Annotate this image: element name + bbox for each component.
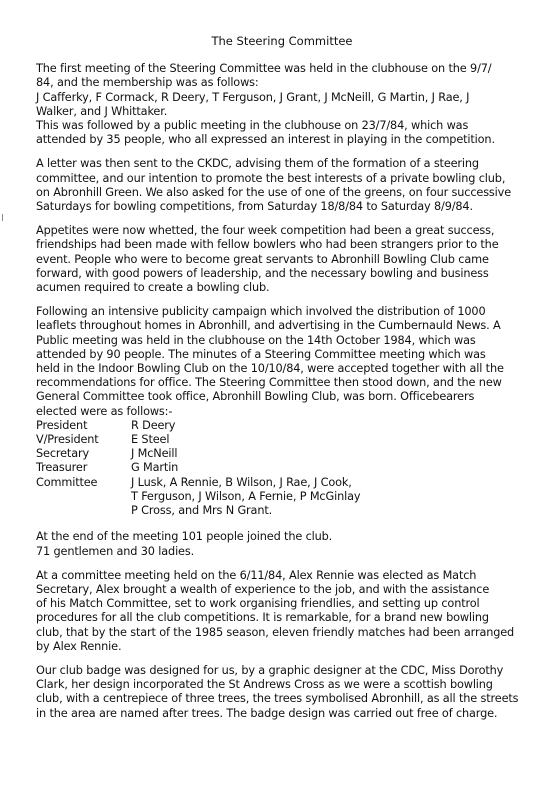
officer-row [36, 490, 528, 504]
text-line: Our club badge was designed for us, by a graphic designer at the CDC, Miss Dorothy [36, 663, 504, 677]
paragraph-ckdc-letter [36, 157, 528, 214]
text-line: leaflets throughout homes in Abronhill, and advertising in the Cumbernauld News. A [36, 319, 501, 333]
text-line: procedures for all the club competitions. It is remarkable, for a brand new bowling [36, 611, 489, 625]
officer-row [36, 504, 528, 518]
paragraph-appetites [36, 224, 528, 295]
text-line: Appetites were now whetted, the four week competition had been a great success, [36, 224, 495, 238]
text-line: Public meeting was held in the clubhouse on the 14th October 1984, which was [36, 333, 476, 347]
text-line: club, that by the start of the 1985 season, eleven friendly matches had been arranged [36, 625, 515, 639]
officer-row [36, 433, 528, 447]
text-line: 84, and the membership was as follows: [36, 76, 259, 90]
officer-name: J Lusk, A Rennie, B Wilson, J Rae, J Cook, [131, 475, 352, 489]
officer-role: Committee [36, 475, 98, 489]
officer-name: J McNeill [131, 447, 178, 461]
text-line: forward, with good powers of leadership, and the necessary bowling and business [36, 266, 489, 280]
officer-role [36, 504, 131, 518]
officer-name: R Deery [131, 418, 176, 432]
officer-name: P Cross, and Mrs N Grant. [131, 504, 273, 518]
text-line: J Cafferky, F Cormack, R Deery, T Ferguson, J Grant, J McNeill, G Martin, J Rae, J [36, 90, 470, 104]
paragraph-match-secretary [36, 569, 528, 654]
officer-name: T Ferguson, J Wilson, A Fernie, P McGinlay [131, 489, 361, 503]
officer-row [36, 419, 528, 433]
paragraph-publicity-campaign [36, 305, 528, 419]
text-line: The first meeting of the Steering Committee was held in the clubhouse on the 9/7/ [36, 62, 492, 76]
officer-row [36, 476, 528, 490]
margin-mark [2, 214, 3, 221]
paragraph-membership [36, 530, 528, 558]
text-line: of his Match Committee, set to work organising friendlies, and setting up control [36, 597, 480, 611]
text-line: A letter was then sent to the CKDC, advising them of the formation of a steering [36, 157, 479, 171]
text-line: Walker, and J Whittaker. [36, 104, 168, 118]
text-line: acumen required to create a bowling club. [36, 281, 270, 295]
text-line: by Alex Rennie. [36, 639, 122, 653]
text-line: This was followed by a public meeting in the clubhouse on 23/7/84, which was [36, 119, 469, 133]
text-line: elected were as follows:- [36, 404, 173, 418]
officer-role: Treasurer [36, 461, 88, 475]
officebearers-list [36, 419, 528, 518]
text-line: committee, and our intention to promote the best interests of a private bowling club, [36, 171, 506, 185]
text-line: held in the Indoor Bowling Club on the 10/10/84, were accepted together with all the [36, 362, 504, 376]
officer-name: G Martin [131, 461, 179, 475]
text-line: club, with a centrepiece of three trees, the trees symbolised Abronhill, as all the streets [36, 692, 519, 706]
text-line: event. People who were to become great servants to Abronhill Bowling Club came [36, 252, 489, 266]
officer-row [36, 447, 528, 461]
document-page [36, 34, 528, 731]
officer-role: V/President [36, 433, 99, 447]
text-line: recommendations for office. The Steering Committee then stood down, and the new [36, 376, 502, 390]
officer-role [36, 490, 131, 504]
text-line: in the area are named after trees. The badge design was carried out free of charge. [36, 706, 498, 720]
paragraph-first-meeting [36, 62, 528, 147]
text-line: Following an intensive publicity campaign which involved the distribution of 1000 [36, 305, 486, 319]
officer-name: E Steel [131, 433, 170, 447]
officer-role: President [36, 418, 88, 432]
text-line: Clark, her design incorporated the St Andrews Cross as we were a scottish bowling [36, 678, 493, 692]
text-line: on Abronhill Green. We also asked for the use of one of the greens, on four successive [36, 185, 511, 199]
paragraph-club-badge [36, 664, 528, 721]
text-line: Secretary, Alex brought a wealth of experience to the job, and with the assistance [36, 582, 490, 596]
officer-row [36, 461, 528, 475]
text-line: At the end of the meeting 101 people joined the club. [36, 530, 333, 544]
page-title: The Steering Committee [211, 34, 353, 48]
text-line: Saturdays for bowling competitions, from Saturday 18/8/84 to Saturday 8/9/84. [36, 200, 473, 214]
text-line: General Committee took office, Abronhill Bowling Club, was born. Officebearers [36, 390, 475, 404]
text-line: friendships had been made with fellow bowlers who had been strangers prior to the [36, 238, 499, 252]
text-line: attended by 90 people. The minutes of a Steering Committee meeting which was [36, 347, 486, 361]
text-line: 71 gentlemen and 30 ladies. [36, 544, 195, 558]
text-line: At a committee meeting held on the 6/11/84, Alex Rennie was elected as Match [36, 568, 477, 582]
text-line: attended by 35 people, who all expressed an interest in playing in the competition. [36, 133, 495, 147]
officer-role: Secretary [36, 447, 90, 461]
